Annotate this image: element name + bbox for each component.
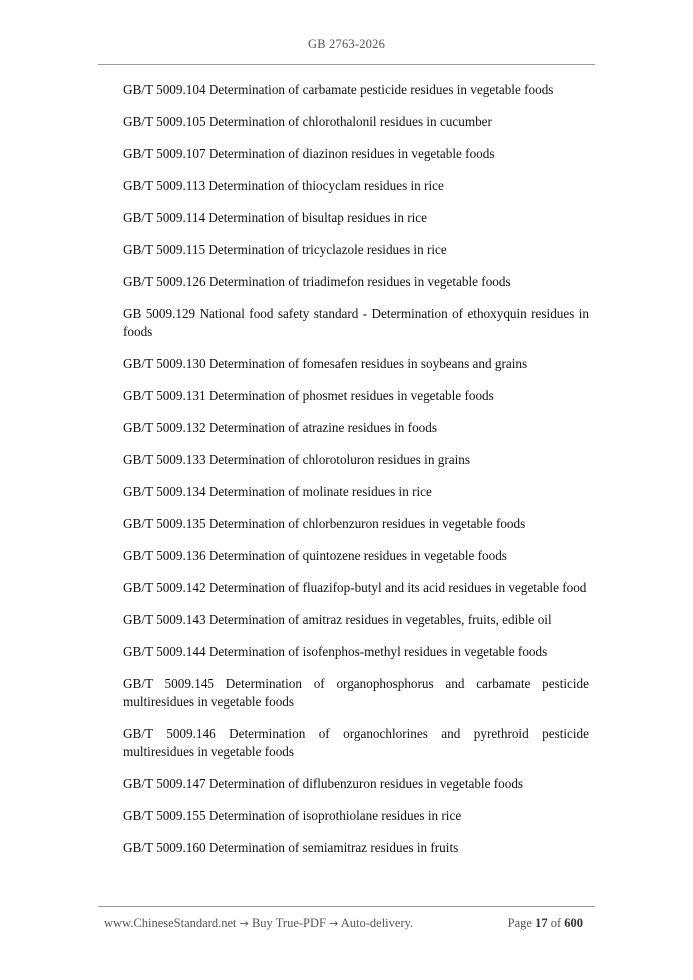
header-divider <box>98 64 595 65</box>
reference-entry: GB/T 5009.145 Determination of organophosphorus and carbamate pesticide multiresidues in vegetable foods <box>123 676 589 709</box>
auto-delivery-text: Auto-delivery. <box>340 916 414 930</box>
footer-promo <box>104 916 413 931</box>
reference-entry: GB/T 5009.143 Determination of amitraz residues in vegetables, fruits, edible oil <box>123 612 552 627</box>
reference-entry: GB/T 5009.104 Determination of carbamate pesticide residues in vegetable foods <box>123 82 554 97</box>
reference-entry: GB/T 5009.132 Determination of atrazine residues in foods <box>123 420 437 435</box>
reference-entry: GB/T 5009.135 Determination of chlorbenzuron residues in vegetable foods <box>123 516 526 531</box>
reference-entry: GB/T 5009.107 Determination of diazinon residues in vegetable foods <box>123 146 495 161</box>
arrow-right-icon: → <box>239 917 249 930</box>
reference-entry: GB 5009.129 National food safety standard - Determination of ethoxyquin residues in foods <box>123 306 589 339</box>
reference-entry: GB/T 5009.142 Determination of fluazifop-butyl and its acid residues in vegetable food <box>123 580 587 595</box>
page-number: 17 <box>535 916 548 930</box>
page-header: GB 2763-2026 <box>307 37 386 51</box>
buy-true-pdf-text: Buy True-PDF <box>251 916 326 930</box>
reference-entry: GB/T 5009.131 Determination of phosmet residues in vegetable foods <box>123 388 494 403</box>
arrow-right-icon: → <box>329 917 339 930</box>
reference-entry: GB/T 5009.114 Determination of bisultap residues in rice <box>123 210 427 225</box>
reference-entry: GB/T 5009.136 Determination of quintozene residues in vegetable foods <box>123 548 507 563</box>
of-label: of <box>550 916 562 930</box>
reference-entry: GB/T 5009.115 Determination of tricyclazole residues in rice <box>123 242 447 257</box>
reference-entry: GB/T 5009.130 Determination of fomesafen residues in soybeans and grains <box>123 356 528 371</box>
reference-entry: GB/T 5009.113 Determination of thiocyclam residues in rice <box>123 178 444 193</box>
standards-reference-list <box>123 81 589 871</box>
reference-entry: GB/T 5009.105 Determination of chlorothalonil residues in cucumber <box>123 114 492 129</box>
reference-entry: GB/T 5009.126 Determination of triadimefon residues in vegetable foods <box>123 274 511 289</box>
reference-entry: GB/T 5009.134 Determination of molinate residues in rice <box>123 484 432 499</box>
reference-entry: GB/T 5009.160 Determination of semiamitraz residues in fruits <box>123 840 459 855</box>
reference-entry: GB/T 5009.144 Determination of isofenphos-methyl residues in vegetable foods <box>123 644 548 659</box>
page-label: Page <box>507 916 532 930</box>
page-indicator <box>508 916 583 931</box>
reference-entry: GB/T 5009.147 Determination of diflubenzuron residues in vegetable foods <box>123 776 524 791</box>
reference-entry: GB/T 5009.146 Determination of organochlorines and pyrethroid pesticide multiresidues in vegetable foods <box>123 726 589 759</box>
reference-entry: GB/T 5009.133 Determination of chlorotoluron residues in grains <box>123 452 470 467</box>
site-link[interactable]: www.ChineseStandard.net <box>104 916 237 930</box>
footer-divider <box>98 906 595 907</box>
page-total: 600 <box>564 916 583 930</box>
reference-entry: GB/T 5009.155 Determination of isoprothiolane residues in rice <box>123 808 462 823</box>
